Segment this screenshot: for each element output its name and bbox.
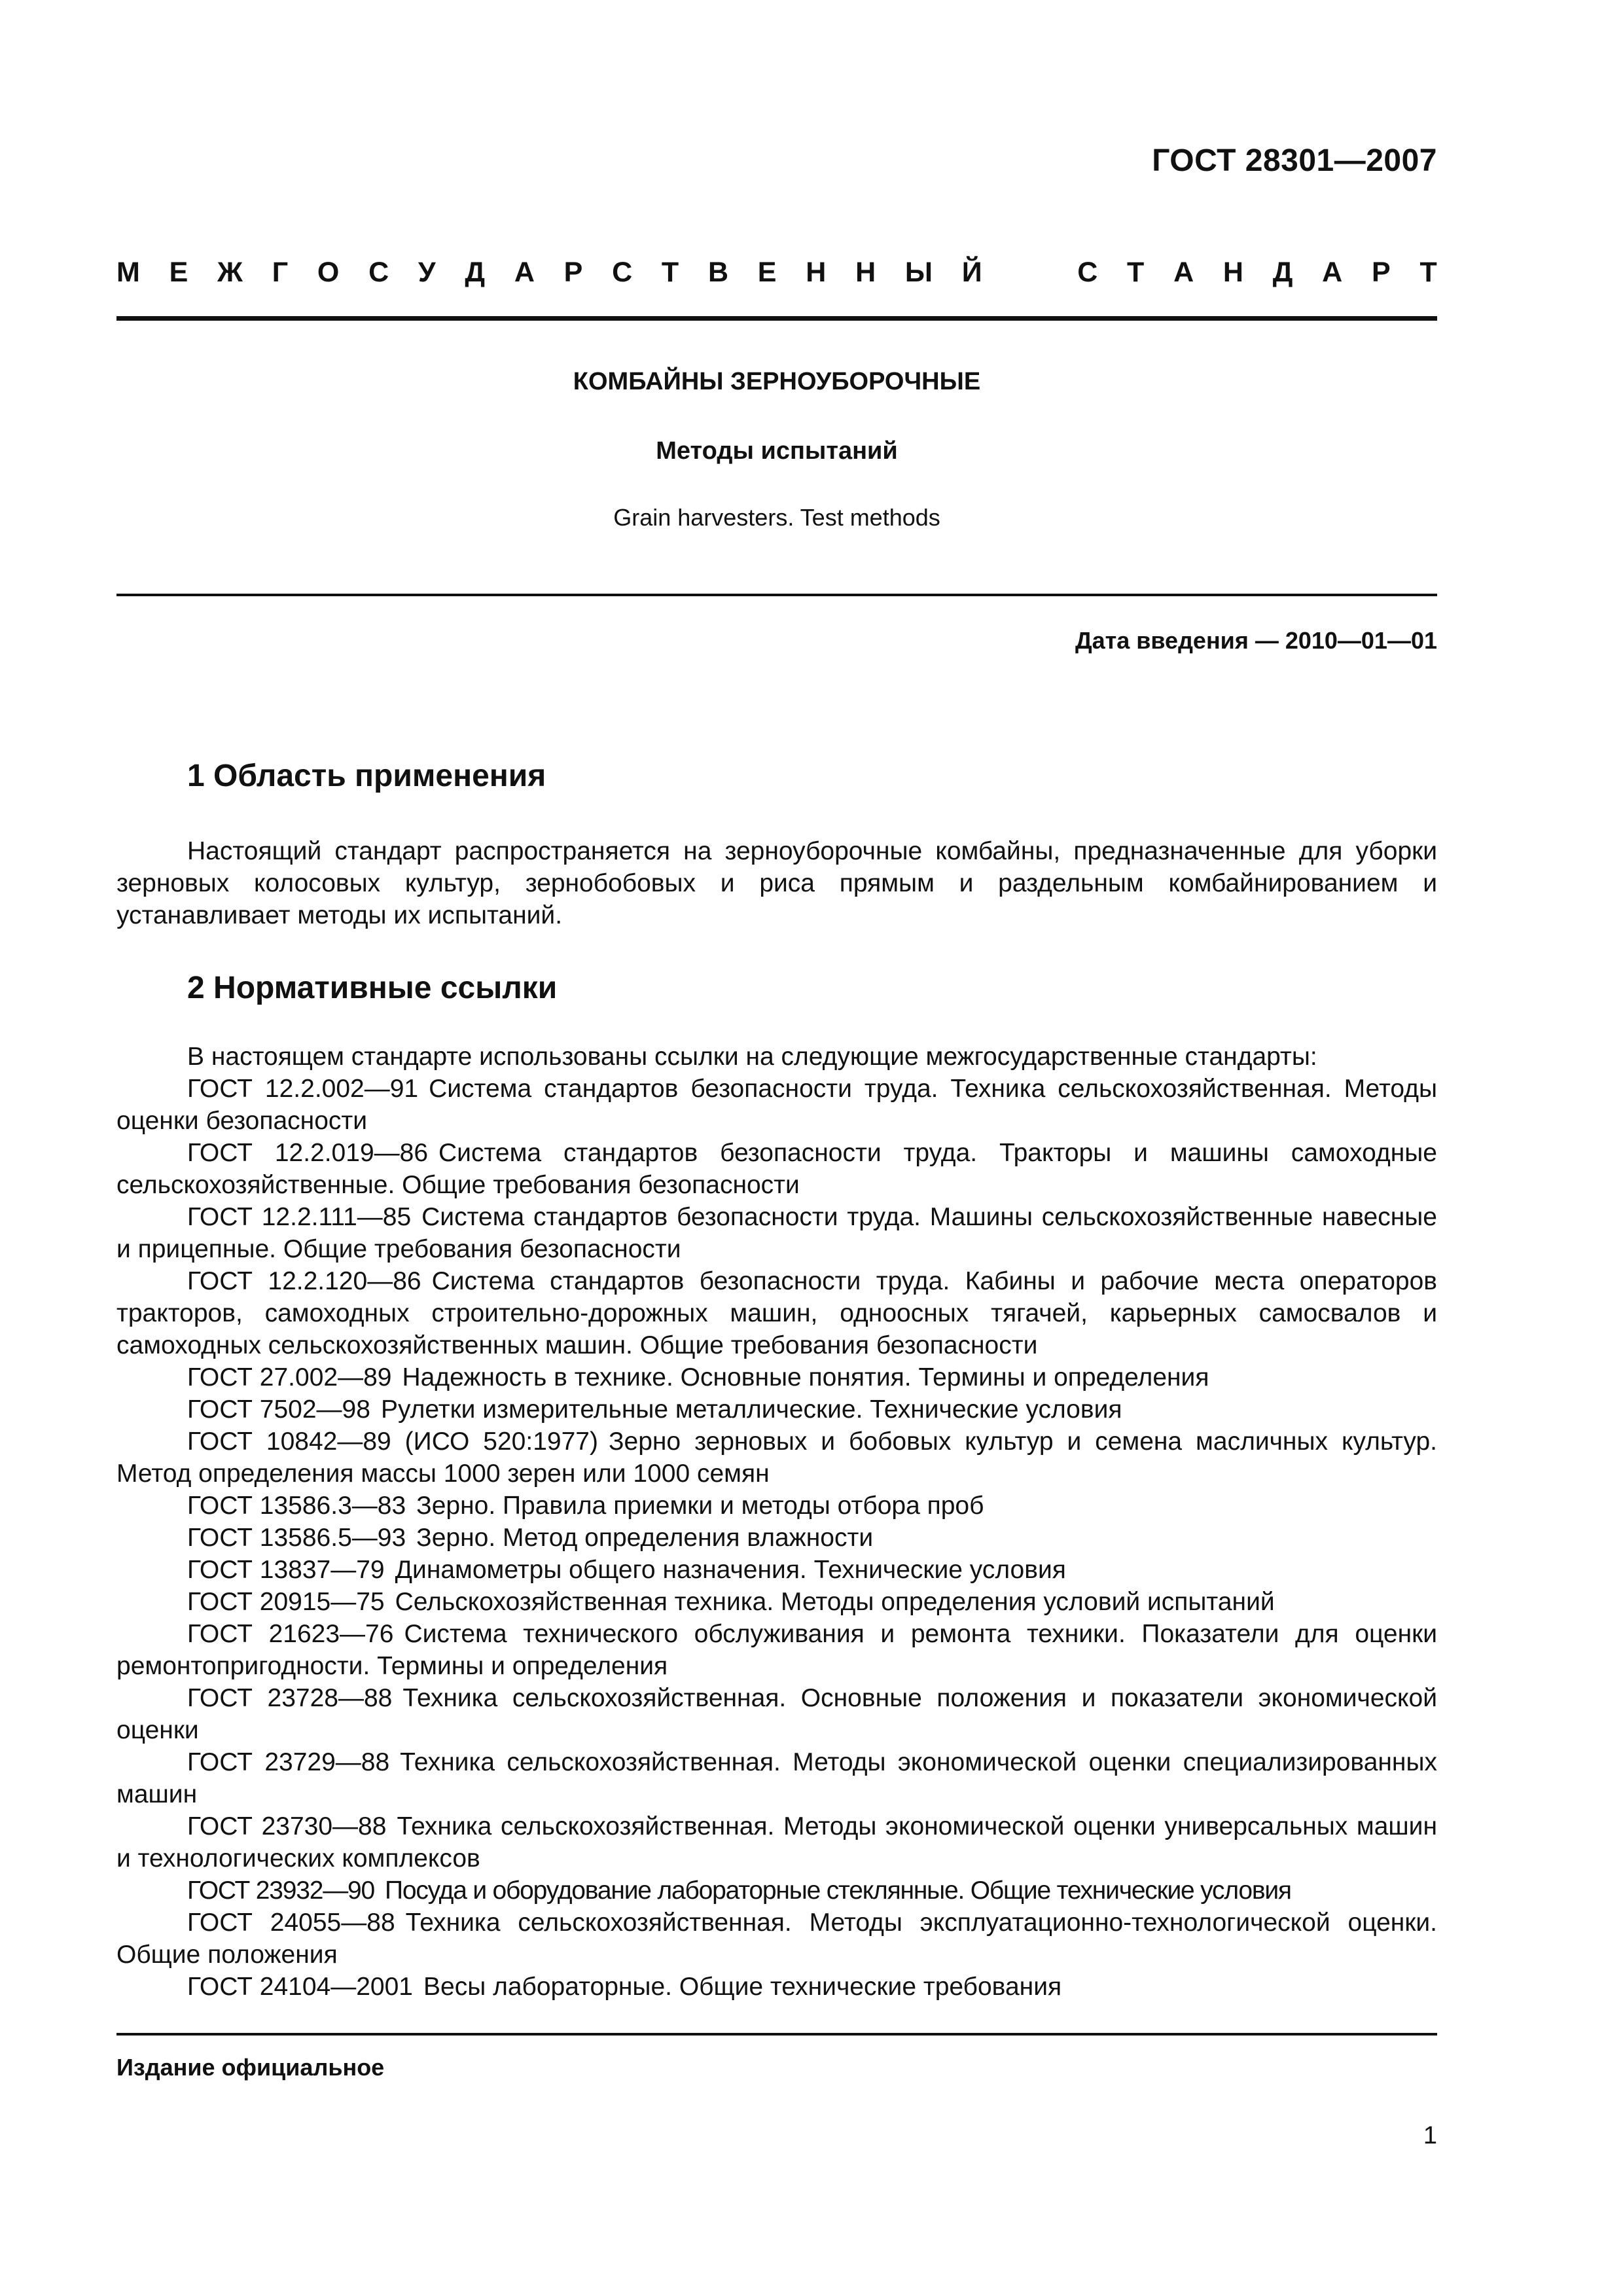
heading-letter: Т xyxy=(1419,257,1437,288)
reference-item xyxy=(116,1554,1437,1586)
reference-title: Посуда и оборудование лабораторные стеклянные. Общие технические условия xyxy=(385,1876,1291,1905)
heading-letter: С xyxy=(1077,257,1098,288)
reference-code: ГОСТ 20915—75 xyxy=(187,1588,385,1616)
heading-letter: Е xyxy=(169,257,188,288)
scope-text: Настоящий стандарт распространяется на зерноуборочные комбайны, предназначенные для уборки зерновых колосовых культур, зернобобовых и риса прямым и раздельным комбайнированием и устанавливает методы их испытаний. xyxy=(116,837,1437,929)
heading-letter: А xyxy=(1173,257,1194,288)
document-page xyxy=(116,0,1437,2296)
heading-letter: Н xyxy=(1222,257,1243,288)
heading-letter: Г xyxy=(272,257,289,288)
reference-item xyxy=(116,1810,1437,1874)
reference-title: Рулетки измерительные металлические. Технические условия xyxy=(380,1395,1122,1424)
reference-item xyxy=(116,1426,1437,1490)
reference-code: ГОСТ 21623—76 xyxy=(187,1620,394,1648)
reference-code: ГОСТ 23728—88 xyxy=(187,1684,393,1712)
heading-letter: Д xyxy=(465,257,486,288)
reference-title: Сельскохозяйственная техника. Методы определения условий испытаний xyxy=(395,1588,1275,1616)
reference-item xyxy=(116,1073,1437,1137)
heading-letter: У xyxy=(418,257,436,288)
heading-letter: Н xyxy=(806,257,827,288)
standard-kind-heading xyxy=(116,257,1437,296)
reference-code: ГОСТ 24055—88 xyxy=(187,1909,395,1937)
normative-references xyxy=(116,1041,1437,2003)
heading-letter: Т xyxy=(1127,257,1145,288)
reference-item xyxy=(116,1361,1437,1393)
heading-letter: Е xyxy=(757,257,777,288)
reference-code: ГОСТ 12.2.111—85 xyxy=(187,1203,412,1231)
heading-letter: Ы xyxy=(904,257,933,288)
reference-code: ГОСТ 12.2.120—86 xyxy=(187,1267,421,1295)
heading-letter: Д xyxy=(1272,257,1293,288)
heading-letter: Й xyxy=(961,257,982,288)
scope-paragraph xyxy=(116,835,1437,931)
reference-item xyxy=(116,1874,1437,1907)
reference-list xyxy=(116,1073,1437,2003)
reference-code: ГОСТ 23932—90 xyxy=(187,1876,375,1905)
standard-number: ГОСТ 28301—2007 xyxy=(1152,143,1437,178)
date-of-introduction: Дата введения — 2010—01—01 xyxy=(1075,627,1437,654)
reference-code: ГОСТ 7502—98 xyxy=(187,1395,370,1424)
reference-item xyxy=(116,1490,1437,1522)
reference-item xyxy=(116,1682,1437,1746)
heading-word-gap xyxy=(1011,257,1048,296)
reference-item xyxy=(116,1586,1437,1618)
reference-code: ГОСТ 10842—89 (ИСО 520:1977) xyxy=(187,1427,598,1456)
reference-code: ГОСТ 12.2.002—91 xyxy=(187,1075,419,1103)
heading-letter: Р xyxy=(1371,257,1391,288)
heading-letter: О xyxy=(317,257,340,288)
reference-item xyxy=(116,1393,1437,1426)
reference-title: Система стандартов безопасности труда. Тракторы и машины самоходные сельскохозяйственные. Общие требования безопасности xyxy=(116,1139,1437,1199)
reference-title: Надежность в технике. Основные понятия. Термины и определения xyxy=(402,1363,1209,1391)
heading-letter: Р xyxy=(563,257,583,288)
reference-item xyxy=(116,1137,1437,1201)
document-subtitle: Методы испытаний xyxy=(656,437,898,465)
reference-code: ГОСТ 12.2.019—86 xyxy=(187,1139,429,1167)
reference-item xyxy=(116,1522,1437,1554)
reference-code: ГОСТ 27.002—89 xyxy=(187,1363,392,1391)
reference-title: Система технического обслуживания и ремонта техники. Показатели для оценки ремонтопригодности. Термины и определения xyxy=(116,1620,1437,1680)
reference-title: Техника сельскохозяйственная. Методы экономической оценки специализированных машин xyxy=(116,1748,1437,1808)
heading-letter: А xyxy=(1322,257,1343,288)
references-intro: В настоящем стандарте использованы ссылки на следующие межгосударственные стандарты: xyxy=(187,1043,1317,1071)
footer-rule xyxy=(116,2033,1437,2036)
reference-title: Техника сельскохозяйственная. Основные положения и показатели экономической оценки xyxy=(116,1684,1438,1744)
reference-item xyxy=(116,1618,1437,1682)
reference-item xyxy=(116,1907,1437,1971)
heading-letter: А xyxy=(514,257,535,288)
header-rule xyxy=(116,316,1437,321)
reference-title: Зерно. Правила приемки и методы отбора проб xyxy=(416,1492,984,1520)
section-heading-scope: 1 Область применения xyxy=(187,759,546,793)
heading-letter: С xyxy=(612,257,633,288)
heading-letter: Н xyxy=(855,257,876,288)
title-rule xyxy=(116,594,1437,596)
document-title: КОМБАЙНЫ ЗЕРНОУБОРОЧНЫЕ xyxy=(573,368,981,395)
heading-letter: Ж xyxy=(217,257,243,288)
heading-letter: Т xyxy=(661,257,679,288)
heading-letter: В xyxy=(707,257,729,288)
reference-item xyxy=(116,1265,1437,1361)
reference-title: Зерно зерновых и бобовых культур и семена масличных культур. Метод определения массы 1000 зерен или 1000 семян xyxy=(116,1427,1437,1488)
reference-code: ГОСТ 24104—2001 xyxy=(187,1973,414,2001)
reference-code: ГОСТ 23730—88 xyxy=(187,1812,387,1840)
reference-code: ГОСТ 13586.3—83 xyxy=(187,1492,406,1520)
heading-letter: С xyxy=(368,257,389,288)
reference-title: Система стандартов безопасности труда. Техника сельскохозяйственная. Методы оценки безопасности xyxy=(116,1075,1437,1135)
reference-title: Весы лабораторные. Общие технические требования xyxy=(423,1973,1062,2001)
reference-title: Система стандартов безопасности труда. Кабины и рабочие места операторов тракторов, самоходных строительно-дорожных машин, одноосных тягачей, карьерных самосвалов и самоходных сельскохозяйственных машин. Общие требования безопасности xyxy=(116,1267,1438,1359)
reference-title: Динамометры общего назначения. Технические условия xyxy=(395,1556,1066,1584)
reference-code: ГОСТ 13586.5—93 xyxy=(187,1524,406,1552)
reference-title: Зерно. Метод определения влажности xyxy=(416,1524,874,1552)
reference-code: ГОСТ 23729—88 xyxy=(187,1748,390,1776)
reference-title: Техника сельскохозяйственная. Методы эксплуатационно-технологической оценки. Общие положения xyxy=(116,1909,1438,1969)
heading-letter: М xyxy=(116,257,140,288)
section-heading-references: 2 Нормативные ссылки xyxy=(187,971,558,1005)
reference-title: Система стандартов безопасности труда. Машины сельскохозяйственные навесные и прицепные. Общие требования безопасности xyxy=(116,1203,1437,1263)
reference-item xyxy=(116,1746,1437,1810)
reference-title: Техника сельскохозяйственная. Методы экономической оценки универсальных машин и технологических комплексов xyxy=(116,1812,1437,1873)
reference-item xyxy=(116,1971,1437,2003)
page-number: 1 xyxy=(1423,2122,1437,2149)
reference-item xyxy=(116,1201,1437,1265)
reference-code: ГОСТ 13837—79 xyxy=(187,1556,385,1584)
document-title-english: Grain harvesters. Test methods xyxy=(613,504,940,531)
official-edition-label: Издание официальное xyxy=(116,2054,385,2081)
